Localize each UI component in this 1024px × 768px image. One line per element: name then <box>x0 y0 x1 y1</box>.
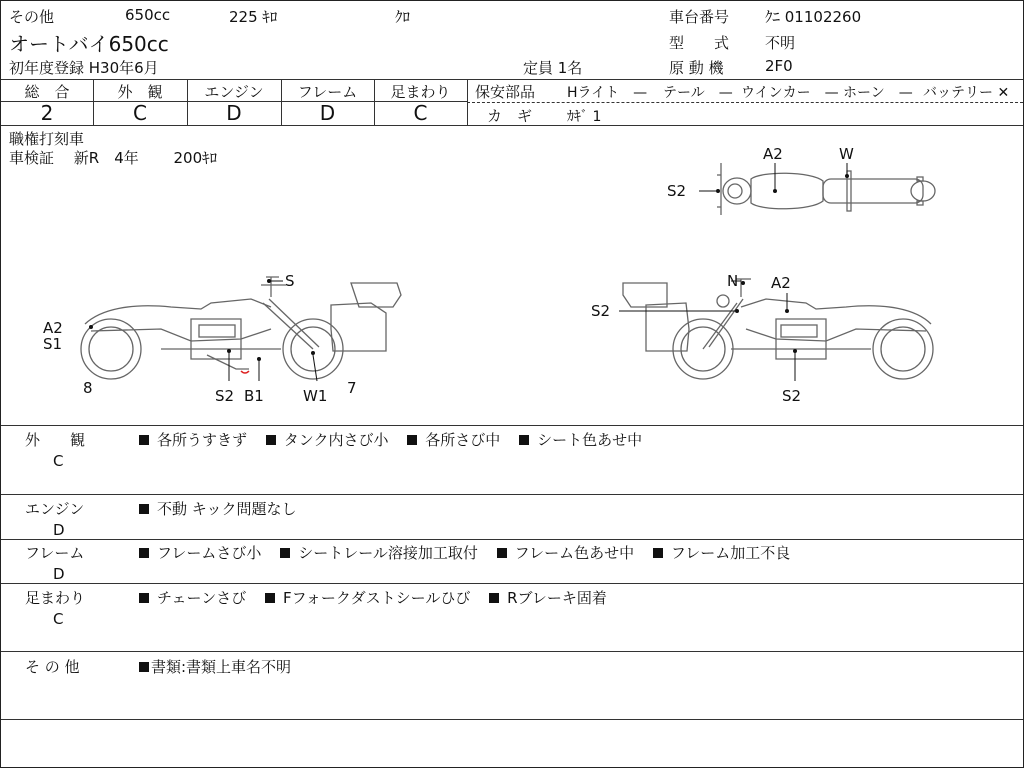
list-item: フレーム色あせ中 <box>497 544 634 562</box>
label-left-a2: A2 <box>43 319 63 337</box>
divider <box>1 494 1023 495</box>
label-left-7: 7 <box>347 379 357 397</box>
list-item: 各所さび中 <box>407 431 500 449</box>
key-label: カ ギ <box>487 107 533 125</box>
label-right-a2: A2 <box>771 274 791 292</box>
engine-model-label: 原 動 機 <box>669 59 724 77</box>
section-engine-label: エンジン D <box>25 498 105 539</box>
section-suspension-grade: C <box>53 610 64 628</box>
section-exterior-grade: C <box>53 452 64 470</box>
label-top-a2: A2 <box>763 145 783 163</box>
section-other-items <box>139 656 305 677</box>
section-engine-grade: D <box>53 521 65 539</box>
divider <box>1 583 1023 584</box>
red-mark <box>241 371 249 373</box>
list-item: チェーンさび <box>139 589 246 607</box>
grade-suspension: C <box>413 101 428 125</box>
capacity: 定員 1名 <box>523 59 583 77</box>
note-line-1: 職権打刻車 <box>9 130 85 148</box>
divider <box>467 79 468 125</box>
list-item: 書類:書類上車名不明 <box>139 658 291 676</box>
divider <box>1 425 1023 426</box>
section-suspension-items <box>139 587 621 608</box>
divider <box>467 102 1023 103</box>
left-side-diagram <box>41 269 411 409</box>
divider <box>1 651 1023 652</box>
list-item: 各所うすきず <box>139 431 247 449</box>
safety-horn: ホーン — <box>843 85 913 101</box>
list-item: 不動 キック問題なし <box>139 500 296 518</box>
color: ｸﾛ <box>395 8 411 26</box>
section-frame-items <box>139 542 804 563</box>
model-name: オートバイ650cc <box>9 32 169 56</box>
grade-header-frame: フレーム <box>297 83 358 101</box>
list-item: シート色あせ中 <box>519 431 642 449</box>
grade-header-overall: 総 合 <box>24 83 70 101</box>
label-left-w1: W1 <box>303 387 328 405</box>
first-registration: 初年度登録 H30年6月 <box>9 59 159 77</box>
note-line-2: 車検証 新R 4年 200ｷﾛ <box>9 149 218 167</box>
section-other-label: そ の 他 <box>25 658 80 676</box>
list-item: フレーム加工不良 <box>653 544 790 562</box>
type-label: 型 式 <box>669 34 730 52</box>
grade-overall: 2 <box>40 101 54 125</box>
divider <box>1 539 1023 540</box>
safety-turn-signal: ウインカー — <box>741 85 839 101</box>
label-right-s2-lower: S2 <box>782 387 802 405</box>
label-top-w: W <box>839 145 854 163</box>
engine-model-value: 2F0 <box>765 57 793 75</box>
grade-header-engine: エンジン <box>204 83 264 101</box>
safety-taillight: テール — <box>663 85 733 101</box>
displacement: 650cc <box>125 6 171 24</box>
label-left-s2: S2 <box>215 387 235 405</box>
label-right-s2-upper: S2 <box>591 302 611 320</box>
right-side-diagram <box>591 269 951 409</box>
key-value: ｶｷﾞ 1 <box>567 109 602 125</box>
label-top-s2: S2 <box>667 182 687 200</box>
section-frame-label: フレーム D <box>25 542 105 583</box>
type-value: 不明 <box>765 34 796 52</box>
frame-number-label: 車台番号 <box>669 8 730 26</box>
section-frame-grade: D <box>53 565 65 583</box>
safety-parts-label: 保安部品 <box>475 83 536 101</box>
label-left-s1: S1 <box>43 335 63 353</box>
label-right-n: N <box>727 272 739 290</box>
list-item: フレームさび小 <box>139 544 261 562</box>
label-left-b1: B1 <box>244 387 264 405</box>
safety-battery: バッテリー ✕ <box>923 85 1010 101</box>
frame-number-value: ｸﾆ 01102260 <box>765 8 862 26</box>
list-item: Fフォークダストシールひび <box>265 589 470 607</box>
top-view-diagram <box>661 141 961 231</box>
grade-frame: D <box>319 101 336 125</box>
grade-header-exterior: 外 観 <box>117 83 163 101</box>
mileage: 225 ｷﾛ <box>229 8 278 26</box>
section-engine-items <box>139 498 310 519</box>
section-exterior-items <box>139 429 656 450</box>
section-suspension-label: 足まわり C <box>25 587 105 628</box>
grade-header-suspension: 足まわり <box>390 83 451 101</box>
list-item: タンク内さび小 <box>266 431 389 449</box>
divider <box>1 79 1023 80</box>
label-left-s: S <box>285 272 295 290</box>
divider <box>1 719 1023 720</box>
category: その他 <box>9 8 55 26</box>
safety-headlight: Hライト — <box>567 85 648 101</box>
grade-engine: D <box>226 101 242 125</box>
list-item: Rブレーキ固着 <box>489 589 607 607</box>
label-left-8: 8 <box>83 379 93 397</box>
list-item: シートレール溶接加工取付 <box>280 544 478 562</box>
section-exterior-label: 外 観 C <box>25 429 105 470</box>
grade-exterior: C <box>133 101 147 125</box>
